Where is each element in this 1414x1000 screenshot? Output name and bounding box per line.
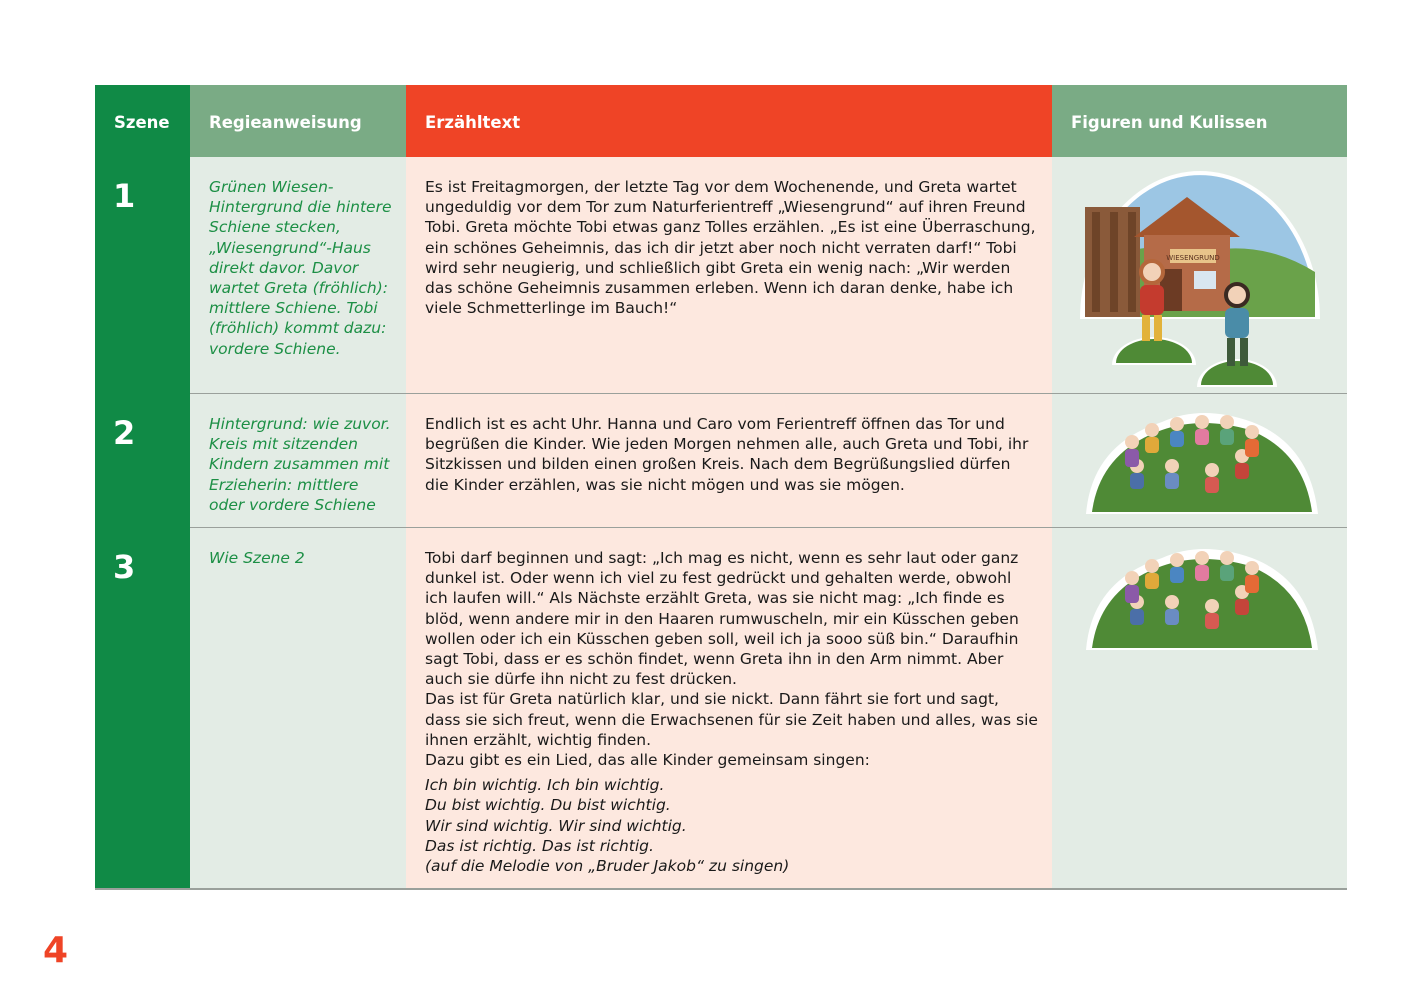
scene-regie: Hintergrund: wie zuvor. Kreis mit sitzenden Kindern zusammen mit Erzieherin: mittlere oder vordere Schiene xyxy=(190,394,406,528)
scene-number: 2 xyxy=(95,394,190,528)
scene-illustration-circle xyxy=(1052,394,1347,528)
song-line: Wir sind wichtig. Wir sind wichtig. xyxy=(425,816,687,835)
scene-regie: Grünen Wiesen-Hintergrund die hintere Schiene stecken, „Wiesengrund“-Haus direkt davor. Davor wartet Greta (fröhlich): mittlere Schiene. Tobi (fröhlich) kommt dazu: vordere Schiene. xyxy=(190,157,406,394)
header-erzaehltext: Erzähltext xyxy=(406,85,1052,157)
header-figuren: Figuren und Kulissen xyxy=(1052,85,1347,157)
page-number: 4 xyxy=(43,930,69,971)
scene-figure-cell xyxy=(1052,528,1347,890)
scene-text: Es ist Freitagmorgen, der letzte Tag vor dem Wochenende, und Greta wartet ungeduldig vor dem Tor zum Naturferientreff „Wiesengrund“ auf ihren Freund Tobi. Greta möchte Tobi etwas ganz Tolles erzählen. „Es ist eine Überraschung, ein schönes Geheimnis, das ich dir jetzt aber noch nicht verraten darf!“ Tobi wird sehr neugierig, und schließlich gibt Greta ein wenig nach: „Wir werden das schöne Geheimnis zusammen erleben. Wenn ich daran denke, habe ich viele Schmetterlinge im Bauch!“ xyxy=(406,157,1052,394)
scene-figure-cell xyxy=(1052,394,1347,528)
scene-table xyxy=(95,85,1347,890)
table-header xyxy=(95,85,1347,157)
song-line: Ich bin wichtig. Ich bin wichtig. xyxy=(425,776,665,795)
scene-text-cell xyxy=(406,528,1052,890)
scene-illustration-house xyxy=(1052,157,1347,394)
song-line: Das ist richtig. Das ist richtig. xyxy=(425,836,654,855)
scene-text-paragraph: Dazu gibt es ein Lied, das alle Kinder gemeinsam singen: xyxy=(425,751,870,770)
table-row xyxy=(95,528,1347,890)
scene-regie: Wie Szene 2 xyxy=(190,528,406,890)
song-note: (auf die Melodie von „Bruder Jakob“ zu singen) xyxy=(425,857,790,876)
house-sign: WIESENGRUND xyxy=(1166,254,1220,262)
scene-illustration-circle xyxy=(1052,528,1347,662)
song-line: Du bist wichtig. Du bist wichtig. xyxy=(425,796,671,815)
scene-number: 1 xyxy=(95,157,190,394)
header-regieanweisung: Regieanweisung xyxy=(190,85,406,157)
scene-text: Endlich ist es acht Uhr. Hanna und Caro vom Ferientreff öffnen das Tor und begrüßen die Kinder. Wie jeden Morgen nehmen alle, auch Greta und Tobi, ihr Sitzkissen und bilden einen großen Kreis. Nach dem Begrüßungslied dürfen die Kinder erzählen, was sie nicht mögen und was sie mögen. xyxy=(406,394,1052,528)
scene-text: Tobi darf beginnen und sagt: „Ich mag es nicht, wenn es sehr laut oder ganz dunkel ist. Oder wenn ich viel zu fest gedrückt und gehalten werde, obwohl ich laufen will.“ Als Nächste erzählt Greta, was sie nicht mag: „Ich finde es blöd, wenn andere mir in den Haaren rumwuscheln, mir ein Küsschen geben wollen oder ich ein Küsschen geben soll, weil ich ja sooo süß bin.“ Daraufhin sagt Tobi, dass er es schön findet, wenn Greta ihn in den Arm nimmt. Aber auch sie dürfe ihn nicht zu fest drücken. xyxy=(425,549,1019,689)
song-lyrics xyxy=(425,775,1038,876)
table-row xyxy=(95,394,1347,528)
table-bottom-border xyxy=(95,888,1347,890)
scene-figure-cell xyxy=(1052,157,1347,394)
scene-text-paragraph: Das ist für Greta natürlich klar, und sie nickt. Dann fährt sie fort und sagt, dass sie sich freut, wenn die Erwachsenen für sie Zeit haben und alles, was sie ihnen erzählt, wichtig finden. xyxy=(425,690,1038,749)
table-row xyxy=(95,157,1347,394)
header-szene: Szene xyxy=(95,85,190,157)
scene-number: 3 xyxy=(95,528,190,890)
